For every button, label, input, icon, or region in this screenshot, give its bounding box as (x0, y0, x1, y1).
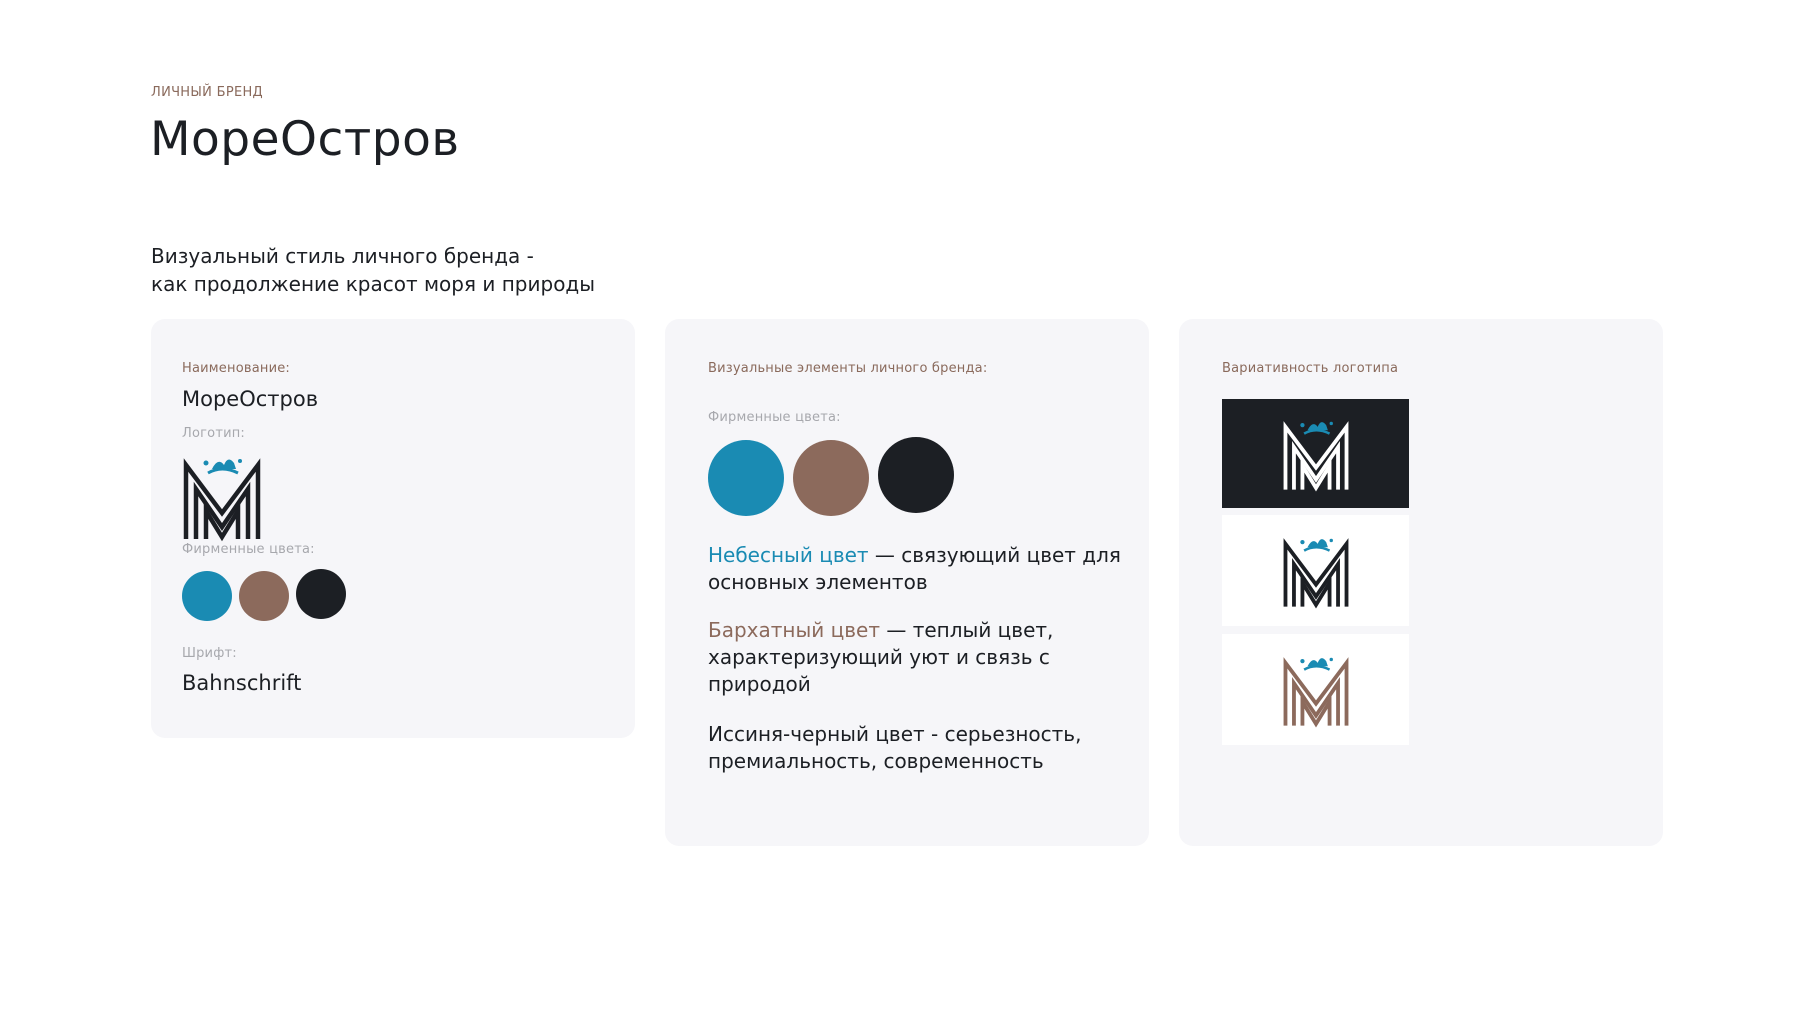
colors-label: Фирменные цвета: (182, 542, 315, 557)
font-label: Шрифт: (182, 646, 237, 661)
monogram-m-logo-icon (1276, 415, 1356, 493)
sky-color-name: Небесный цвет (708, 543, 869, 567)
sky-color-swatch (182, 571, 232, 621)
ink-color-swatch-large (878, 437, 954, 513)
velvet-color-swatch-large (793, 440, 869, 516)
velvet-color-description (708, 617, 1128, 698)
logo-variant-light (1222, 515, 1409, 626)
logo-variant-brown (1222, 634, 1409, 745)
intro-line-1: Визуальный стиль личного бренда - (151, 244, 534, 268)
visual-elements-heading: Визуальные элементы личного бренда: (708, 361, 988, 376)
eyebrow-label: ЛИЧНЫЙ БРЕНД (151, 85, 264, 100)
ink-color-swatch (296, 569, 346, 619)
logo-label: Логотип: (182, 426, 246, 441)
sky-color-text: — связующий цвет для основных элементов (708, 543, 1121, 594)
intro-text (151, 242, 595, 298)
sky-color-swatch-large (708, 440, 784, 516)
visual-elements-card (665, 319, 1149, 846)
name-value: МореОстров (182, 387, 319, 411)
monogram-m-logo-icon (1276, 651, 1356, 729)
sky-color-description (708, 542, 1128, 596)
font-value: Bahnschrift (182, 671, 302, 695)
velvet-color-text: — теплый цвет, характеризующий уют и связь с природой (708, 618, 1054, 696)
intro-line-2: как продолжение красот моря и природы (151, 272, 596, 296)
brand-info-card (151, 319, 635, 738)
page-title: МореОстров (150, 112, 460, 167)
ink-color-description: Иссиня-черный цвет - серьезность, премиальность, современность (708, 722, 1082, 773)
velvet-color-swatch (239, 571, 289, 621)
monogram-m-logo-icon (1276, 532, 1356, 610)
logo-variants-heading: Вариативность логотипа (1222, 361, 1399, 376)
visual-colors-label: Фирменные цвета: (708, 410, 841, 425)
name-label: Наименование: (182, 361, 291, 376)
logo-variants-card (1179, 319, 1663, 846)
velvet-color-name: Бархатный цвет (708, 618, 880, 642)
monogram-m-logo-icon (182, 451, 262, 543)
logo-variant-dark (1222, 399, 1409, 508)
